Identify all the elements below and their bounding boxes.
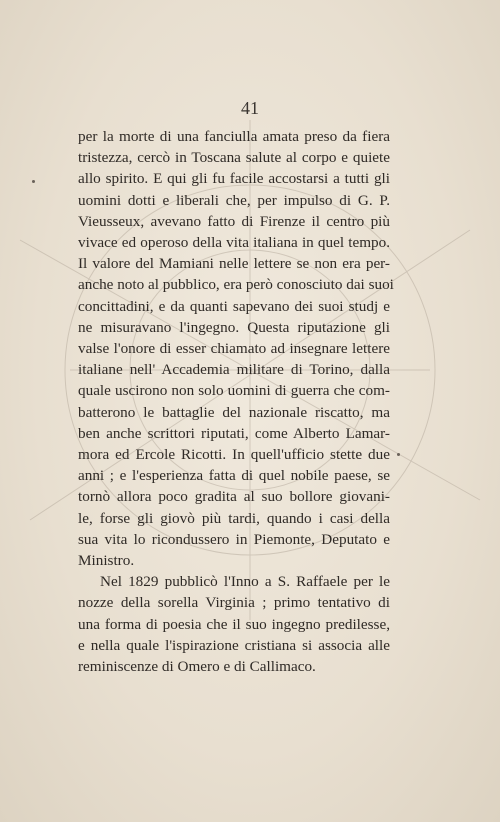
- text-line: uomini dotti e liberali che, per impulso di G. P.: [78, 191, 390, 209]
- text-line: valse l'onore di esser chiamato ad insegnare lettere: [78, 340, 390, 358]
- text-line: anni ; e l'esperienza fatta di quel nobile paese, se: [78, 467, 390, 485]
- paragraph-1: [78, 126, 394, 571]
- text-line: e nella quale l'ispirazione cristiana si associa alle: [78, 636, 390, 654]
- text-line: ben anche scrittori riputati, come Alberto Lamar-: [78, 424, 390, 442]
- page-number: 41: [241, 98, 259, 118]
- text-line: concittadini, e da quanti sapevano dei suoi studj e: [78, 297, 390, 315]
- text-line: Vieusseux, avevano fatto di Firenze il centro più: [78, 212, 390, 230]
- text-line: sua vita lo ricondussero in Piemonte, Deputato e: [78, 530, 390, 548]
- text-line: quale uscirono non solo uomini di guerra che com-: [78, 382, 390, 400]
- text-line: ne misuravano l'ingegno. Questa riputazione gli: [78, 318, 390, 336]
- text-line: reminiscenze di Omero e di Callimaco.: [78, 658, 316, 676]
- text-line: batterono le battaglie del nazionale riscatto, ma: [78, 403, 390, 421]
- text-line: tornò allora poco gradita al suo bollore giovani-: [78, 488, 390, 506]
- text-line: allo spirito. E qui gli fu facile accostarsi a tutti gli: [78, 170, 390, 188]
- text-line: Nel 1829 pubblicò l'Inno a S. Raffaele per le: [100, 573, 390, 591]
- body-text: [78, 126, 394, 677]
- paragraph-2: [78, 571, 390, 677]
- text-line: una forma di poesia che il suo ingegno predilesse,: [78, 615, 390, 633]
- text-line: le, forse gli giovò più tardi, quando i casi della: [78, 509, 390, 527]
- text-line: mora ed Ercole Ricotti. In quell'ufficio stette due: [78, 446, 390, 464]
- text-line: Il valore del Mamiani nelle lettere se non era per-: [78, 255, 390, 273]
- text-line: per la morte di una fanciulla amata preso da fiera: [78, 128, 390, 145]
- margin-speck-left: [32, 180, 35, 183]
- text-line: Ministro.: [78, 552, 135, 570]
- text-line: italiane nell' Accademia militare di Torino, dalla: [78, 361, 390, 379]
- text-line: anche noto al pubblico, era però conosciuto dai suoi: [78, 276, 394, 294]
- text-line: nozze della sorella Virginia ; primo tentativo di: [78, 594, 390, 612]
- text-line: vivace ed operoso della vita italiana in quel tempo.: [78, 234, 390, 252]
- text-line: tristezza, cercò in Toscana salute al corpo e quiete: [78, 149, 390, 167]
- margin-speck-right: [397, 453, 400, 456]
